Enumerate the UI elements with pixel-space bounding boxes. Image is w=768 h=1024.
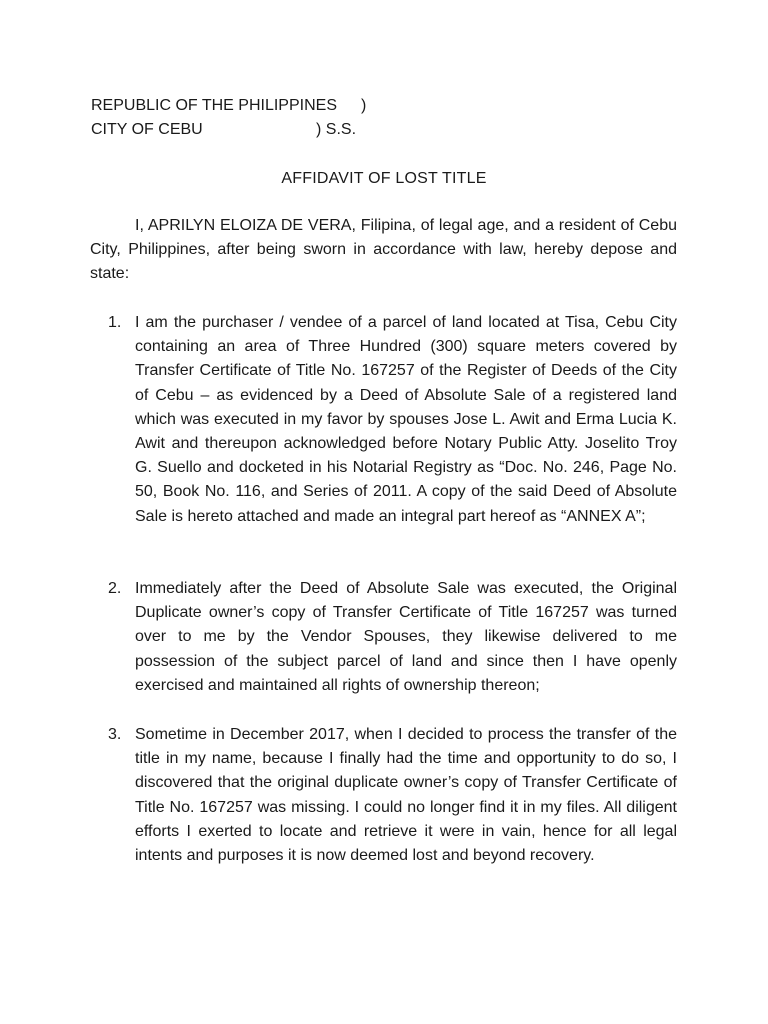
caption-line-city [91, 118, 357, 142]
caption-city-text: CITY OF CEBU [91, 121, 203, 138]
item-number: 1. [108, 314, 122, 331]
intro-paragraph: I, APRILYN ELOIZA DE VERA, Filipina, of legal age, and a resident of Cebu City, Philippines, after being sworn in accordance with law, hereby depose and state: [90, 217, 677, 283]
numbered-item-1 [108, 311, 677, 529]
item-number: 2. [108, 580, 122, 597]
item-number: 3. [108, 726, 122, 743]
caption-city-ss: ) S.S. [316, 121, 357, 138]
caption-line-republic [91, 94, 367, 118]
numbered-item-3 [108, 723, 677, 868]
item-text: I am the purchaser / vendee of a parcel of land located at Tisa, Cebu City containing an area of Three Hundred (300) square meters covered by Transfer Certificate of Title No. 167257 of the Register of Deeds of the City of Cebu – as evidenced by a Deed of Absolute Sale of a registered land which was executed in my favor by spouses Jose L. Awit and Erma Lucia K. Awit and thereupon acknowledged before Notary Public Atty. Joselito Troy G. Suello and docketed in his Notarial Registry as “Doc. No. 246, Page No. 50, Book No. 116, and Series of 2011. A copy of the said Deed of Absolute Sale is hereto attached and made an integral part hereof as “ANNEX A”; [135, 314, 677, 525]
venue-caption [91, 94, 367, 142]
caption-republic-paren: ) [361, 97, 367, 114]
numbered-item-2 [108, 577, 677, 698]
caption-republic-text: REPUBLIC OF THE PHILIPPINES [91, 97, 337, 114]
item-text: Sometime in December 2017, when I decided to process the transfer of the title in my name, because I finally had the time and opportunity to do so, I discovered that the original duplicate owner’s copy of Transfer Certificate of Title No. 167257 was missing. I could no longer find it in my files. All diligent efforts I exerted to locate and retrieve it were in vain, hence for all legal intents and purposes it is now deemed lost and beyond recovery. [135, 726, 677, 865]
document-title: AFFIDAVIT OF LOST TITLE [281, 170, 487, 187]
item-text: Immediately after the Deed of Absolute Sale was executed, the Original Duplicate owner’s copy of Transfer Certificate of Title 167257 was turned over to me by the Vendor Spouses, they likewise delivered to me possession of the subject parcel of land and since then I have openly exercised and maintained all rights of ownership thereon; [135, 580, 677, 694]
